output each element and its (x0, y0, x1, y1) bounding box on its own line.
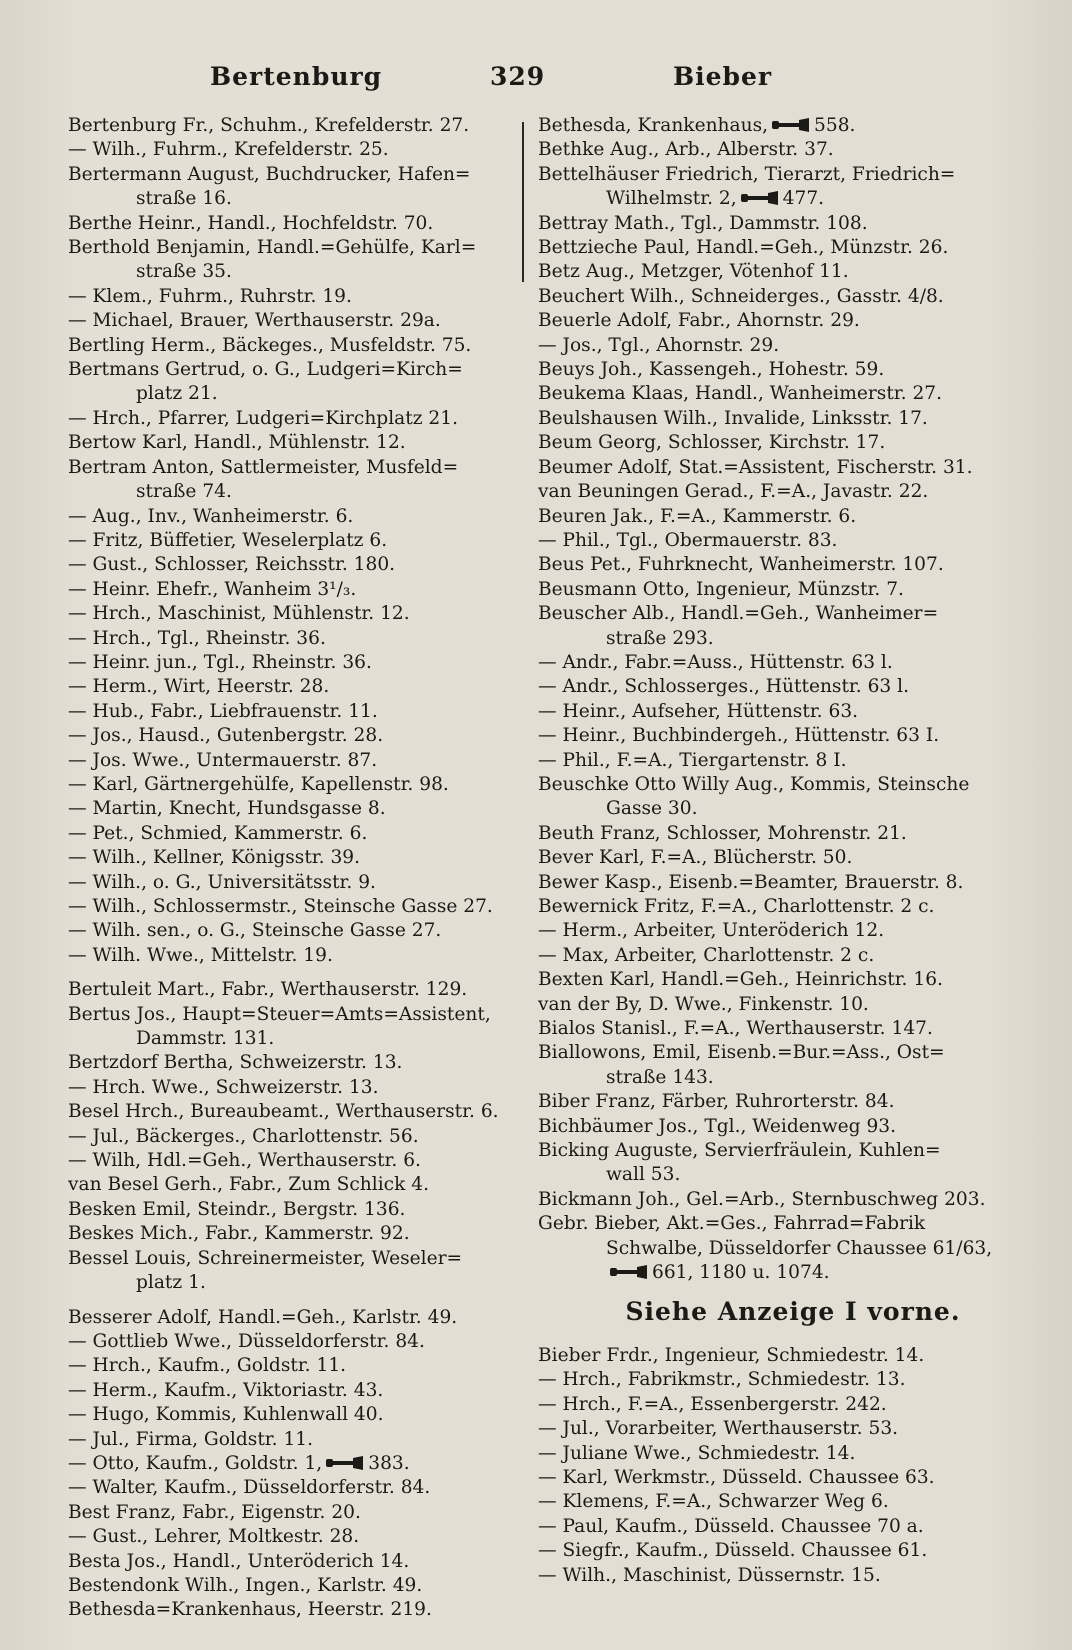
telephone-icon (740, 191, 780, 205)
left-entry (68, 1525, 498, 1549)
entry-text: Bessel Louis, Schreinermeister, Weseler= (68, 1247, 463, 1269)
entry-continuation: Gasse 30. (606, 798, 698, 820)
entry-text: Bettzieche Paul, Handl.=Geh., Münzstr. 26. (538, 237, 949, 259)
entry-text: Bickmann Joh., Gel.=Arb., Sternbuschweg 203. (538, 1188, 986, 1210)
entry-text: — Max, Arbeiter, Charlottenstr. 2 c. (538, 944, 875, 966)
entry-continuation: Dammstr. 131. (136, 1028, 275, 1050)
right-entry (538, 236, 968, 260)
left-entry (68, 1125, 498, 1149)
column-divider (522, 122, 524, 282)
entry-text: — Hub., Fabr., Liebfrauenstr. 11. (68, 700, 378, 722)
right-entry (538, 1344, 968, 1368)
entry-text: — Aug., Inv., Wanheimerstr. 6. (68, 505, 354, 527)
right-entry (538, 968, 968, 992)
entry-continuation: Schwalbe, Düsseldorfer Chaussee 61/63, (606, 1237, 993, 1259)
entry-text: Beukema Klaas, Handl., Wanheimerstr. 27. (538, 383, 943, 405)
right-entry (538, 480, 968, 504)
right-entry (538, 529, 968, 553)
left-entry (68, 978, 498, 1002)
right-entry (538, 1564, 968, 1588)
entry-text: — Otto, Kaufm., Goldstr. 1, (68, 1452, 323, 1474)
left-entry (68, 749, 498, 773)
right-entry (538, 382, 968, 406)
entry-text: — Wilh., o. G., Universitätsstr. 9. (68, 871, 376, 893)
entry-text: Bieber Frdr., Ingenieur, Schmiedestr. 14. (538, 1344, 925, 1366)
left-entry (68, 1198, 498, 1222)
entry-text: — Heinr. Ehefr., Wanheim 3¹/₃. (68, 578, 357, 600)
right-entry (538, 505, 968, 529)
right-entry (538, 749, 968, 773)
entry-text: — Fritz, Büffetier, Weselerplatz 6. (68, 529, 388, 551)
entry-text: Bewer Kasp., Eisenb.=Beamter, Brauerstr. 8. (538, 871, 964, 893)
entry-continuation: platz 21. (136, 383, 218, 405)
entry-text: — Wilh., Schlossermstr., Steinsche Gasse 27. (68, 896, 493, 917)
entry-text: Beuchert Wilh., Schneiderges., Gasstr. 4/8. (538, 285, 944, 307)
entry-text: — Jos., Hausd., Gutenbergstr. 28. (68, 725, 384, 747)
entry-text: — Jul., Bäckerges., Charlottenstr. 56. (68, 1125, 419, 1147)
entry-text: — Phil., F.=A., Tiergartenstr. 8 I. (538, 749, 847, 771)
right-entry (538, 675, 968, 699)
entry-text: Bever Karl, F.=A., Blücherstr. 50. (538, 847, 853, 869)
left-entry (68, 163, 498, 212)
right-entry (538, 651, 968, 675)
right-entry (538, 1417, 968, 1441)
entry-text: van Beuningen Gerad., F.=A., Javastr. 22. (538, 481, 929, 503)
entry-text: Berthold Benjamin, Handl.=Gehülfe, Karl= (68, 237, 477, 259)
left-entry (68, 212, 498, 236)
entry-text: Biallowons, Emil, Eisenb.=Bur.=Ass., Ost= (538, 1042, 945, 1064)
entry-text: Bethke Aug., Arb., Alberstr. 37. (538, 139, 834, 161)
entry-continuation: straße 293. (606, 627, 714, 649)
entry-continuation: straße 35. (136, 261, 232, 283)
right-entry (538, 431, 968, 455)
left-entry (68, 1051, 498, 1075)
entry-text: Besken Emil, Steindr., Bergstr. 136. (68, 1198, 406, 1220)
left-entry (68, 919, 498, 943)
entry-text: — Herm., Kaufm., Viktoriastr. 43. (68, 1379, 384, 1401)
entry-text: — Jos. Wwe., Untermauerstr. 87. (68, 749, 378, 771)
left-entry (68, 675, 498, 699)
left-entry (68, 529, 498, 553)
right-entry (538, 163, 968, 212)
phone-number: 558. (814, 115, 856, 136)
right-entry (538, 1139, 968, 1188)
left-entry (68, 505, 498, 529)
left-entry (68, 895, 498, 919)
right-entry (538, 1442, 968, 1466)
left-entry (68, 1403, 498, 1427)
entry-text: Beum Georg, Schlosser, Kirchstr. 17. (538, 432, 886, 454)
left-entry (68, 1428, 498, 1452)
right-entry (538, 1090, 968, 1114)
entry-text: — Herm., Wirt, Heerstr. 28. (68, 676, 330, 698)
left-entry (68, 1003, 498, 1052)
entry-text: — Klemens, F.=A., Schwarzer Weg 6. (538, 1491, 889, 1513)
entry-text: — Hrch., F.=A., Essenbergerstr. 242. (538, 1393, 887, 1415)
left-entry (68, 1222, 498, 1246)
left-entry (68, 1247, 498, 1296)
entry-text: Bichbäumer Jos., Tgl., Weidenweg 93. (538, 1115, 897, 1137)
entry-text: Bethesda, Krankenhaus, (538, 115, 769, 136)
left-entry (68, 1076, 498, 1100)
right-entry (538, 114, 968, 138)
entry-text: — Hugo, Kommis, Kuhlenwall 40. (68, 1404, 384, 1426)
right-entry (538, 993, 968, 1017)
entry-text: van Besel Gerh., Fabr., Zum Schlick 4. (68, 1174, 429, 1196)
entry-text: Beumer Adolf, Stat.=Assistent, Fischerstr. 31. (538, 456, 973, 478)
right-entry (538, 919, 968, 943)
entry-text: — Hrch. Wwe., Schweizerstr. 13. (68, 1076, 379, 1098)
left-entry (68, 553, 498, 577)
left-entry (68, 700, 498, 724)
right-entry (538, 822, 968, 846)
advertisement-note: Siehe Anzeige I vorne. (625, 1296, 961, 1326)
left-entry (68, 1173, 498, 1197)
phone-number: 661, 1180 u. 1074. (652, 1262, 830, 1284)
phone-number: 477. (782, 188, 825, 210)
left-column (68, 114, 498, 1623)
right-entry (538, 1368, 968, 1392)
right-entry (538, 1115, 968, 1139)
right-entry (538, 1017, 968, 1041)
entry-text: — Heinr., Buchbindergeh., Hüttenstr. 63 I. (538, 725, 940, 747)
entry-text: Beuren Jak., F.=A., Kammerstr. 6. (538, 505, 857, 527)
entry-text: Bialos Stanisl., F.=A., Werthauserstr. 147. (538, 1018, 933, 1040)
entry-text: — Wilh. sen., o. G., Steinsche Gasse 27. (68, 920, 442, 942)
entry-continuation: straße 74. (136, 481, 232, 503)
entry-text: Beuth Franz, Schlosser, Mohrenstr. 21. (538, 822, 907, 844)
right-entry (538, 895, 968, 919)
entry-text: Bertenburg Fr., Schuhm., Krefelderstr. 27. (68, 115, 470, 136)
right-entry (538, 260, 968, 284)
right-entry (538, 871, 968, 895)
entry-text: — Gust., Lehrer, Moltkestr. 28. (68, 1526, 360, 1548)
entry-text: — Jos., Tgl., Ahornstr. 29. (538, 334, 780, 356)
entry-text: — Karl, Werkmstr., Düsseld. Chaussee 63. (538, 1466, 935, 1488)
right-entry (538, 578, 968, 602)
telephone-icon (771, 118, 811, 132)
entry-text: — Wilh. Wwe., Mittelstr. 19. (68, 944, 333, 966)
entry-text: Biber Franz, Färber, Ruhrorterstr. 84. (538, 1091, 895, 1113)
entry-text: — Hrch., Maschinist, Mühlenstr. 12. (68, 603, 410, 625)
entry-text: Beuys Joh., Kassengeh., Hohestr. 59. (538, 359, 885, 381)
right-entry (538, 773, 968, 822)
left-entry (68, 822, 498, 846)
left-entry (68, 871, 498, 895)
entry-text: Bexten Karl, Handl.=Geh., Heinrichstr. 16. (538, 969, 943, 991)
spacer (68, 1296, 498, 1306)
right-entry (538, 944, 968, 968)
entry-text: — Michael, Brauer, Werthauserstr. 29a. (68, 310, 441, 332)
entry-text: — Martin, Knecht, Hundsgasse 8. (68, 798, 386, 820)
right-entry (538, 700, 968, 724)
entry-text: — Andr., Schlosserges., Hüttenstr. 63 l. (538, 676, 910, 698)
entry-text: Bestendonk Wilh., Ingen., Karlstr. 49. (68, 1574, 423, 1596)
right-entry (538, 285, 968, 309)
entry-text: Beusmann Otto, Ingenieur, Münzstr. 7. (538, 578, 904, 600)
right-entry (538, 138, 968, 162)
entry-text: Bewernick Fritz, F.=A., Charlottenstr. 2 c. (538, 896, 935, 917)
entry-text: — Heinr., Aufseher, Hüttenstr. 63. (538, 700, 859, 722)
entry-text: — Wilh., Kellner, Königsstr. 39. (68, 847, 361, 869)
entry-text: Bertuleit Mart., Fabr., Werthauserstr. 129. (68, 979, 468, 1001)
right-entry (538, 1515, 968, 1539)
right-column (538, 114, 993, 1588)
entry-text: — Heinr. jun., Tgl., Rheinstr. 36. (68, 651, 372, 673)
left-entry (68, 114, 498, 138)
entry-text: — Hrch., Tgl., Rheinstr. 36. (68, 627, 326, 649)
running-head-right: Bieber (673, 62, 773, 91)
right-entry (538, 1466, 968, 1490)
entry-continuation: platz 1. (136, 1272, 206, 1294)
right-entry (538, 1188, 986, 1212)
left-entry (68, 1452, 498, 1476)
entry-text: Bertow Karl, Handl., Mühlenstr. 12. (68, 432, 406, 454)
right-entry (538, 1539, 968, 1563)
entry-text: — Hrch., Pfarrer, Ludgeri=Kirchplatz 21. (68, 407, 458, 429)
entry-text: — Walter, Kaufm., Düsseldorferstr. 84. (68, 1477, 431, 1499)
entry-text: Betz Aug., Metzger, Vötenhof 11. (538, 261, 849, 283)
right-entry (538, 334, 968, 358)
entry-text: — Juliane Wwe., Schmiedestr. 14. (538, 1442, 856, 1464)
entry-text: Bettelhäuser Friedrich, Tierarzt, Friedrich= (538, 163, 956, 185)
right-entry (538, 846, 968, 870)
left-entry (68, 431, 498, 455)
left-entry (68, 1149, 498, 1173)
left-entry (68, 773, 498, 797)
left-entry (68, 651, 498, 675)
spacer (68, 968, 498, 978)
entry-text: Beuerle Adolf, Fabr., Ahornstr. 29. (538, 310, 860, 332)
right-entry (538, 1212, 993, 1285)
entry-text: — Siegfr., Kaufm., Düsseld. Chaussee 61. (538, 1540, 928, 1562)
entry-text: — Herm., Arbeiter, Unteröderich 12. (538, 920, 885, 942)
entry-text: Beuscher Alb., Handl.=Geh., Wanheimer= (538, 603, 939, 625)
entry-text: — Wilh, Hdl.=Geh., Werthauserstr. 6. (68, 1150, 421, 1172)
left-entry (68, 602, 498, 626)
entry-text: — Jul., Vorarbeiter, Werthauserstr. 53. (538, 1418, 899, 1440)
left-entry (68, 797, 498, 821)
right-entry (538, 1490, 968, 1514)
right-entry (538, 602, 968, 651)
entry-continuation: straße 16. (136, 188, 232, 210)
entry-text: — Karl, Gärtnergehülfe, Kapellenstr. 98. (68, 773, 449, 795)
entry-continuation: wall 53. (606, 1164, 681, 1186)
right-entry (538, 1041, 968, 1090)
right-entry (538, 553, 968, 577)
entry-text: Bertermann August, Buchdrucker, Hafen= (68, 163, 471, 185)
left-entry (68, 724, 498, 748)
left-entry (68, 578, 498, 602)
entry-text: — Hrch., Fabrikmstr., Schmiedestr. 13. (538, 1369, 906, 1391)
entry-text: — Andr., Fabr.=Auss., Hüttenstr. 63 l. (538, 651, 893, 673)
entry-text: — Klem., Fuhrm., Ruhrstr. 19. (68, 285, 352, 307)
right-entry (538, 212, 968, 236)
left-entry (68, 407, 498, 431)
running-head-left: Bertenburg (210, 62, 383, 91)
entry-text: Bertzdorf Bertha, Schweizerstr. 13. (68, 1052, 403, 1074)
left-entry (68, 1100, 498, 1124)
entry-text: Bettray Math., Tgl., Dammstr. 108. (538, 212, 868, 234)
entry-text: — Wilh., Maschinist, Düssernstr. 15. (538, 1564, 881, 1586)
left-entry (68, 1306, 498, 1330)
entry-text: — Wilh., Fuhrm., Krefelderstr. 25. (68, 139, 389, 161)
right-entry (538, 724, 968, 748)
entry-text: — Jul., Firma, Goldstr. 11. (68, 1428, 314, 1450)
left-entry (68, 334, 498, 358)
left-entry (68, 1550, 498, 1574)
left-entry (68, 1598, 498, 1622)
page-number: 329 (490, 62, 546, 91)
entry-text: Best Franz, Fabr., Eigenstr. 20. (68, 1501, 361, 1523)
entry-text: Besta Jos., Handl., Unteröderich 14. (68, 1550, 410, 1572)
telephone-icon (609, 1265, 649, 1279)
entry-continuation (538, 1261, 968, 1285)
left-entry (68, 627, 498, 651)
right-entry (538, 309, 968, 333)
left-entry (68, 1501, 498, 1525)
left-entry (68, 1354, 498, 1378)
entry-text: Beus Pet., Fuhrknecht, Wanheimerstr. 107. (538, 554, 944, 576)
entry-text: — Pet., Schmied, Kammerstr. 6. (68, 822, 368, 844)
left-entry (68, 236, 498, 285)
entry-continuation: Wilhelmstr. 2, 477. (606, 188, 825, 210)
entry-text: — Hrch., Kaufm., Goldstr. 11. (68, 1355, 347, 1377)
entry-text: Besserer Adolf, Handl.=Geh., Karlstr. 49. (68, 1306, 458, 1328)
entry-text: — Gottlieb Wwe., Düsseldorferstr. 84. (68, 1330, 425, 1352)
entry-text: Beulshausen Wilh., Invalide, Linksstr. 17. (538, 407, 928, 429)
left-entry (68, 944, 498, 968)
telephone-icon (325, 1456, 365, 1470)
right-entry (538, 407, 968, 431)
left-entry (68, 846, 498, 870)
entry-text: Bertling Herm., Bäckeges., Musfeldstr. 75. (68, 334, 472, 356)
left-entry (68, 1330, 498, 1354)
entry-text: Bicking Auguste, Servierfräulein, Kuhlen= (538, 1140, 941, 1162)
entry-text: Beuschke Otto Willy Aug., Kommis, Steinsche (538, 773, 970, 795)
entry-text: van der By, D. Wwe., Finkenstr. 10. (538, 993, 869, 1015)
entry-text: — Paul, Kaufm., Düsseld. Chaussee 70 a. (538, 1515, 924, 1537)
right-entry (538, 456, 973, 480)
entry-text: Berthe Heinr., Handl., Hochfeldstr. 70. (68, 212, 434, 234)
entry-text: Gebr. Bieber, Akt.=Ges., Fahrrad=Fabrik (538, 1213, 926, 1235)
entry-text: Bertmans Gertrud, o. G., Ludgeri=Kirch= (68, 359, 463, 381)
right-entry (538, 1393, 968, 1417)
left-entry (68, 358, 498, 407)
entry-text: Bethesda=Krankenhaus, Heerstr. 219. (68, 1599, 432, 1621)
phone-number: 383. (368, 1452, 410, 1474)
left-entry (68, 138, 498, 162)
entry-text: Besel Hrch., Bureaubeamt., Werthauserstr. 6. (68, 1101, 499, 1123)
left-entry (68, 1379, 498, 1403)
entry-text: Bertus Jos., Haupt=Steuer=Amts=Assistent, (68, 1003, 491, 1025)
left-entry (68, 309, 498, 333)
left-entry (68, 1476, 498, 1500)
entry-text: Beskes Mich., Fabr., Kammerstr. 92. (68, 1223, 410, 1245)
entry-continuation: straße 143. (606, 1066, 714, 1088)
left-entry (68, 456, 498, 505)
entry-text: — Phil., Tgl., Obermauerstr. 83. (538, 529, 838, 551)
entry-text: Bertram Anton, Sattlermeister, Musfeld= (68, 456, 459, 478)
left-entry (68, 1574, 498, 1598)
right-entry (538, 358, 968, 382)
left-entry (68, 285, 498, 309)
entry-text: — Gust., Schlosser, Reichsstr. 180. (68, 554, 396, 576)
